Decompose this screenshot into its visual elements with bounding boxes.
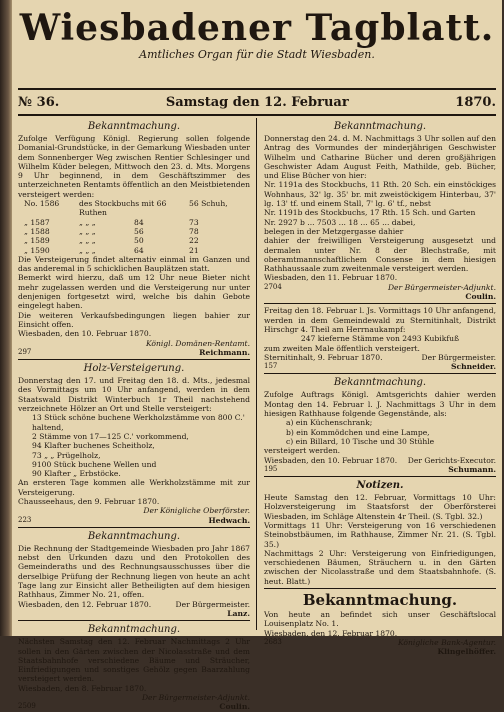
notice-item: Heute Samstag den 12. Februar, Vormittags 10 Uhr: Holzversteigerung im Staatsforst der Oberförsterei Wiesbaden, im Schläge Altenstein 4r Theil. (S. Tgbl. 32.): [264, 493, 496, 521]
wood-list: [18, 413, 250, 478]
announcement-body: Nächsten Samstag den 12. Februar Nachmittags 2 Uhr sollen in den Gärten zwischen der Nicolasstraße und dem Staatsbahnhofe verschiedene Bäume und Sträucher, Einfriedigungen und sonstiges Gehölz gegen Baarzahlung versteigert werden.: [18, 637, 250, 684]
announcement-body: Bemerkt wird hierzu, daß um 12 Uhr neue Bieter nicht mehr zugelassen werden und die Versteigerung nur unter denjenigen fortgesetzt wird, welche bis dahin Gebote eingelegt haben.: [18, 273, 250, 311]
list-item: 2 Stämme von 17—125 C.' vorkommend,: [32, 431, 189, 441]
announcement-place-date: Wiesbaden, den 12. Februar 1870.: [18, 599, 152, 609]
divider: [264, 373, 496, 374]
right-column: [264, 118, 496, 657]
list-item: 247 kieferne Stämme von 2493 Kubikfuß: [300, 334, 460, 344]
announcement-body: An ersteren Tage kommen alle Werkholzstämme mit zur Versteigerung.: [18, 478, 250, 497]
announcement-signature-name: Lanz.: [227, 608, 250, 618]
table-row: „ 1587 „ „ „ 84 73: [24, 217, 199, 227]
list-item: b) ein Kommödchen und eine Lampe,: [286, 427, 430, 437]
announcement-signature-office: Der Gerichts-Executor.: [407, 455, 496, 465]
divider: [264, 588, 496, 589]
left-column: [18, 118, 250, 712]
announcement-signature-name: Klingelhöffer.: [437, 647, 496, 657]
table-row: „ 1590 „ „ „ 64 21: [24, 245, 199, 255]
announcement-number: 195: [264, 464, 278, 473]
table-row: No. 1586 des Stockbuchs mit 66 Ruthen 56 Schuh,: [24, 199, 228, 218]
announcement-signature-name: Reichmann.: [199, 347, 250, 357]
announcement-heading: Bekanntmachung.: [87, 121, 181, 132]
masthead-title: Wiesbadener Tagblatt.: [19, 7, 495, 49]
announcement-place-date: Chausseehaus, den 9. Februar 1870.: [18, 496, 160, 506]
property-line: Nr. 1191a des Stockbuchs, 11 Rth. 20 Sch. ein einstöckiges Wohnhaus, 32' lg. 35' br. mit zweistöckigem Hinterbau, 37' lg. 13' tf. und einem Stall, 7' lg. 6' tf., nebst: [264, 180, 496, 209]
issue-date: Samstag den 12. Februar: [165, 94, 349, 110]
announcement-number: 223: [18, 515, 32, 524]
announcement-signature-office: Der Bürgermeister-Adjunkt.: [387, 282, 496, 292]
announcement-body: Donnerstag den 24. d. M. Nachmittags 3 Uhr sollen auf den Antrag des Vormundes der minderjährigen Geschwister Wilhelm und Catharine Bücher und deren großjährigen Geschwister Adam August Feith, Mathilde, geb. Bücher, und Elise Bücher von hier:: [264, 134, 496, 181]
property-line: belegen in der Metzgergasse dahier: [264, 226, 404, 236]
announcement-bank-agency: [264, 592, 496, 656]
announcement-number: 2509: [18, 702, 36, 711]
announcement-accounts: [18, 531, 250, 618]
announcement-body: zum zweiten Male öffentlich versteigert.: [264, 343, 420, 353]
notices-section: [264, 480, 496, 586]
announcement-wood-auction: [18, 363, 250, 525]
property-line: Nr. 1191b des Stockbuchs, 17 Rth. 15 Sch. und Garten: [264, 208, 476, 218]
announcement-signature-office: Königliche Bank-Agentur.: [397, 637, 496, 647]
announcement-domain-sale: [18, 121, 250, 357]
announcement-place-date: Wiesbaden, den 10. Februar 1870.: [18, 329, 152, 339]
parcel-table: [18, 199, 250, 255]
announcement-place-date: Wiesbaden, den 10. Februar 1870.: [264, 455, 398, 465]
divider: [18, 527, 250, 528]
table-row: „ 1589 „ „ „ 50 22: [24, 236, 199, 246]
announcement-heading: Bekanntmachung.: [302, 591, 458, 610]
announcement-signature-office: Königl. Domänen-Rentamt.: [145, 338, 250, 348]
announcement-furniture-auction: [264, 377, 496, 474]
dateline: [18, 88, 496, 116]
announcement-signature-office: Der Königliche Oberförster.: [143, 506, 250, 516]
announcement-signature-name: Coulin.: [465, 292, 496, 302]
announcement-body: Freitag den 18. Februar l. Js. Vormittags 10 Uhr anfangend, werden in dem Gemeindewald zu Sternitinhalt, Distrikt Hirschgr 4. Theil am Herrnaukampf:: [264, 306, 496, 334]
divider: [18, 620, 250, 621]
announcement-body: Die weiteren Verkaufsbedingungen liegen bahier zur Einsicht offen.: [18, 310, 250, 329]
divider: [18, 359, 250, 360]
list-item: 9100 Stück buchene Wellen und: [32, 459, 157, 469]
list-item: 73 „ „ Prügelholz,: [32, 450, 101, 460]
announcement-body: Zufolge Verfügung Königl. Regierung sollen folgende Domanial-Grundstücke, in der Gemarkung Wiesbaden unter dem Sonnenberger Weg zwischen Rentier Schlesinger und Wilhelm Küder belegen, Mittwoch den 23. d. Mts. Morgens 9 Uhr beginnend, in dem Geschäftszimmer des unterzeichneten Rentamts öffentlich an den Meistbietenden versteigert werden:: [18, 134, 250, 199]
announcement-body: dahier der freiwilligen Versteigerung ausgesetzt und dermalen unter Nr. 8 der Blechstraße, mit oberamtmannschaftlichem Consense in dem hiesigen Rathhaussaale zum zweitenmale versteigert werden.: [264, 236, 496, 274]
announcement-heading: Bekanntmachung.: [87, 624, 181, 636]
announcement-garden-auction: [18, 624, 250, 711]
list-item: a) ein Küchenschrank;: [286, 418, 373, 428]
masthead: [12, 6, 502, 61]
masthead-subtitle: Amtliches Organ für die Stadt Wiesbaden.: [139, 48, 375, 61]
divider: [264, 303, 496, 304]
announcement-body: Zufolge Auftrags Königl. Amtsgerichts dahier werden Montag den 14. Februar l. J. Nachmittags 3 Uhr in dem hiesigen Rathhause folgende Gegenstände, als:: [264, 390, 496, 419]
announcement-body: versteigert werden.: [264, 446, 341, 456]
announcement-signature-name: Schumann.: [448, 464, 496, 474]
list-item: 94 Klafter buchenes Scheitholz,: [32, 441, 155, 451]
announcement-timber-sale: [264, 306, 496, 371]
announcement-number: 2683: [264, 637, 282, 646]
announcement-signature-office: Der Bürgermeister.: [421, 352, 496, 362]
announcement-number: 2704: [264, 282, 282, 291]
divider: [264, 476, 496, 477]
announcement-signature-name: Coulin.: [219, 702, 250, 712]
issue-number: № 36.: [18, 94, 60, 110]
announcement-heading: Bekanntmachung.: [333, 121, 427, 132]
announcement-place-date: Wiesbaden, den 11. Februar 1870.: [264, 273, 398, 283]
column-divider: [256, 118, 257, 630]
announcement-body: Donnerstag den 17. und Freitag den 18. d. Mts., jedesmal des Vormittags um 10 Uhr anfangend, werden in dem Staatswald Distrikt Winterbuch 1r Theil nachstehend verzeichnete Hölzer an Ort und Stelle versteigert:: [18, 376, 250, 414]
announcement-number: 157: [264, 362, 278, 371]
announcement-body: Die Versteigerung findet alternativ einmal im Ganzen und das anderemal in 5 schicklichen Bauplätzen statt.: [18, 254, 250, 274]
announcement-place-date: Sternitinhalt, 9. Februar 1870.: [264, 352, 383, 362]
newspaper-page: [12, 0, 502, 712]
announcement-place-date: Wiesbaden, den 8. Februar 1870.: [18, 683, 147, 693]
announcement-body: Die Rechnung der Stadtgemeinde Wiesbaden pro Jahr 1867 nebst den Urkunden dazu und den Protokollen des Gemeinderaths und des Rechnungsausschusses über die derselbige Prüfung der Rechnung liegen von heute an acht Tage lang zur Einsicht aller Betheiligten auf dem hiesigen Rathhaus, Zimmer No. 21, offen.: [18, 543, 250, 600]
announcement-house-sale: [264, 121, 496, 301]
announcement-place-date: Wiesbaden, den 12. Februar 1870.: [264, 628, 398, 638]
announcement-signature-name: Hedwach.: [208, 515, 250, 525]
announcement-signature-name: Schneider.: [451, 362, 496, 372]
list-item: 90 Klafter „ Erbstöcke.: [32, 469, 121, 479]
announcement-signature-office: Der Bürgermeister.: [175, 599, 250, 609]
table-row: „ 1588 „ „ „ 56 78: [24, 226, 199, 236]
announcement-heading: Holz-Versteigerung.: [83, 363, 185, 375]
announcement-heading: Bekanntmachung.: [87, 530, 181, 542]
issue-year: 1870.: [455, 94, 496, 110]
announcement-number: 297: [18, 347, 32, 356]
book-spine: [0, 0, 12, 636]
announcement-body: Von heute an befindet sich unser Geschäftslocal Louisenplatz No. 1.: [264, 610, 496, 629]
item-list: [264, 418, 496, 446]
announcement-signature-office: Der Bürgermeister-Adjunkt.: [141, 693, 250, 703]
property-line: Nr. 2927 b ... 7503 ... 18 ... 65 ... dabei,: [264, 217, 416, 227]
announcement-heading: Bekanntmachung.: [333, 377, 427, 389]
list-item: 13 Stück schöne buchene Werkholzstämme von 800 C.' haltend,: [32, 413, 245, 432]
list-item: c) ein Billard, 10 Tische und 30 Stühle: [286, 436, 435, 446]
notices-heading: Notizen.: [356, 480, 404, 492]
notice-item: Vormittags 11 Uhr: Versteigerung von 16 verschiedenen Steinobstbäumen, im Rathhause, Zimmer Nr. 21. (S. Tgbl. 35.): [264, 520, 496, 549]
notice-item: Nachmittags 2 Uhr: Versteigerung von Einfriedigungen, verschiedenen Bäumen, Sträuchern u. in den Gärten zwischen der Nicolasstraße und dem Staatsbahnhofe. (S. heut. Blatt.): [264, 548, 496, 586]
